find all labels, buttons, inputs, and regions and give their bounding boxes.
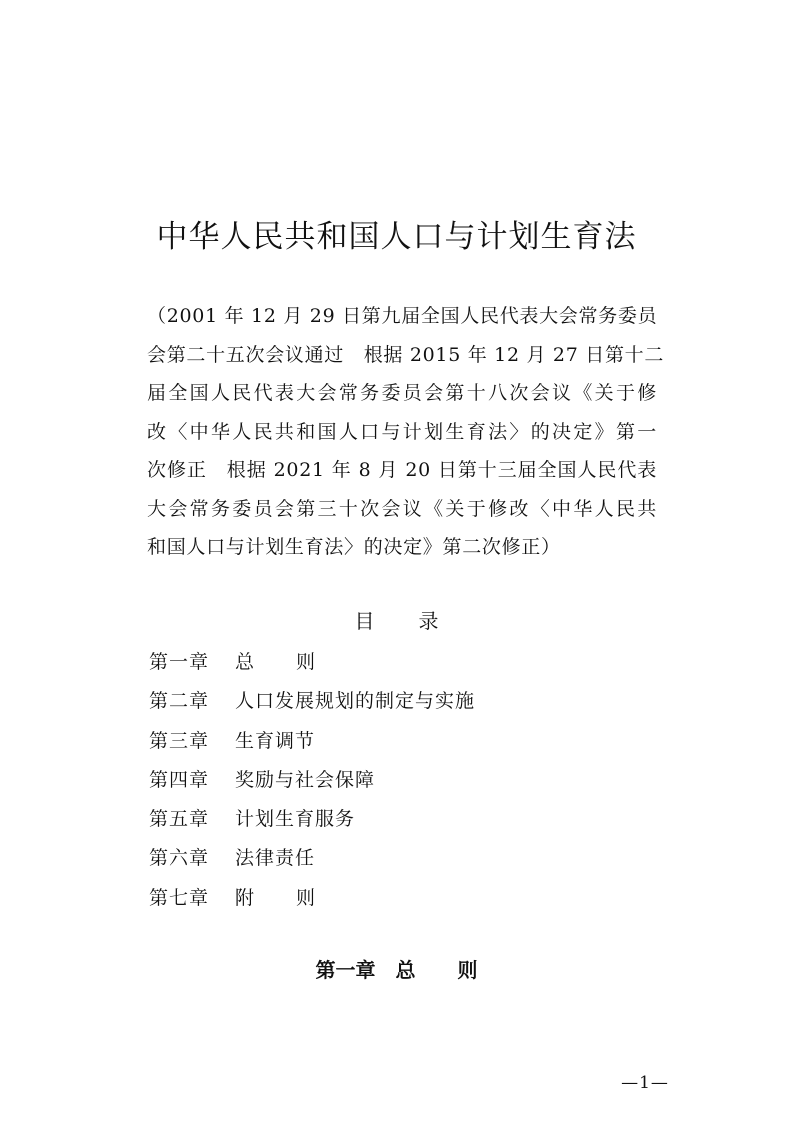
preamble-line: 次修正 根据 2021 年 8 月 20 日第十三届全国人民代表 [147,459,657,481]
toc-heading-first: 目 [354,609,375,633]
chapter-heading-name: 总则 [395,958,520,982]
toc-item-name: 法律责任 [235,847,316,870]
page-number: —1— [621,1073,669,1093]
toc-item-number: 第一章 [149,651,210,673]
toc-heading-second: 录 [418,609,439,633]
document-title: 中华人民共和国人口与计划生育法 [156,219,637,255]
toc-item-number: 第三章 [149,729,210,752]
preamble-line: 会第二十五次会议通过 根据 2015 年 12 月 27 日第十二 [147,343,665,366]
preamble-line: 届全国人民代表大会常务委员会第十八次会议《关于修 [147,382,657,404]
toc-item-chapter-4 [149,761,629,800]
preamble-line: 和国人口与计划生育法〉的决定》第二次修正） [147,536,561,558]
toc-item-chapter-3 [149,722,629,761]
toc-item-chapter-7 [149,879,629,918]
toc-item-chapter-1 [149,643,629,682]
toc-item-name: 奖励与社会保障 [235,768,376,791]
preamble-block [147,297,665,567]
toc-item-name: 人口发展规划的制定与实施 [235,690,476,713]
toc-item-number: 第五章 [149,808,210,831]
toc-item-name: 生育调节 [235,729,316,752]
chapter-heading-number: 第一章 [315,958,376,982]
preamble-line: 大会常务委员会第三十次会议《关于修改〈中华人民共 [147,497,657,520]
toc-item-number: 第二章 [149,690,210,713]
chapter-heading [0,950,793,990]
toc-item-chapter-6 [149,839,629,878]
toc-item-name: 计划生育服务 [235,808,356,831]
toc-item-chapter-2 [149,682,629,721]
preamble-line: 改〈中华人民共和国人口与计划生育法〉的决定》第一 [147,420,657,443]
toc-item-number: 第四章 [149,768,210,791]
toc-item-chapter-5 [149,800,629,839]
toc-item-number: 第六章 [149,847,210,870]
toc-heading [0,604,793,638]
preamble-line: （2001 年 12 月 29 日第九届全国人民代表大会常务委员 [147,305,658,327]
toc-item-name: 附则 [235,886,358,909]
toc-item-number: 第七章 [149,886,210,909]
toc-item-name: 总则 [235,651,358,673]
table-of-contents [149,643,629,918]
